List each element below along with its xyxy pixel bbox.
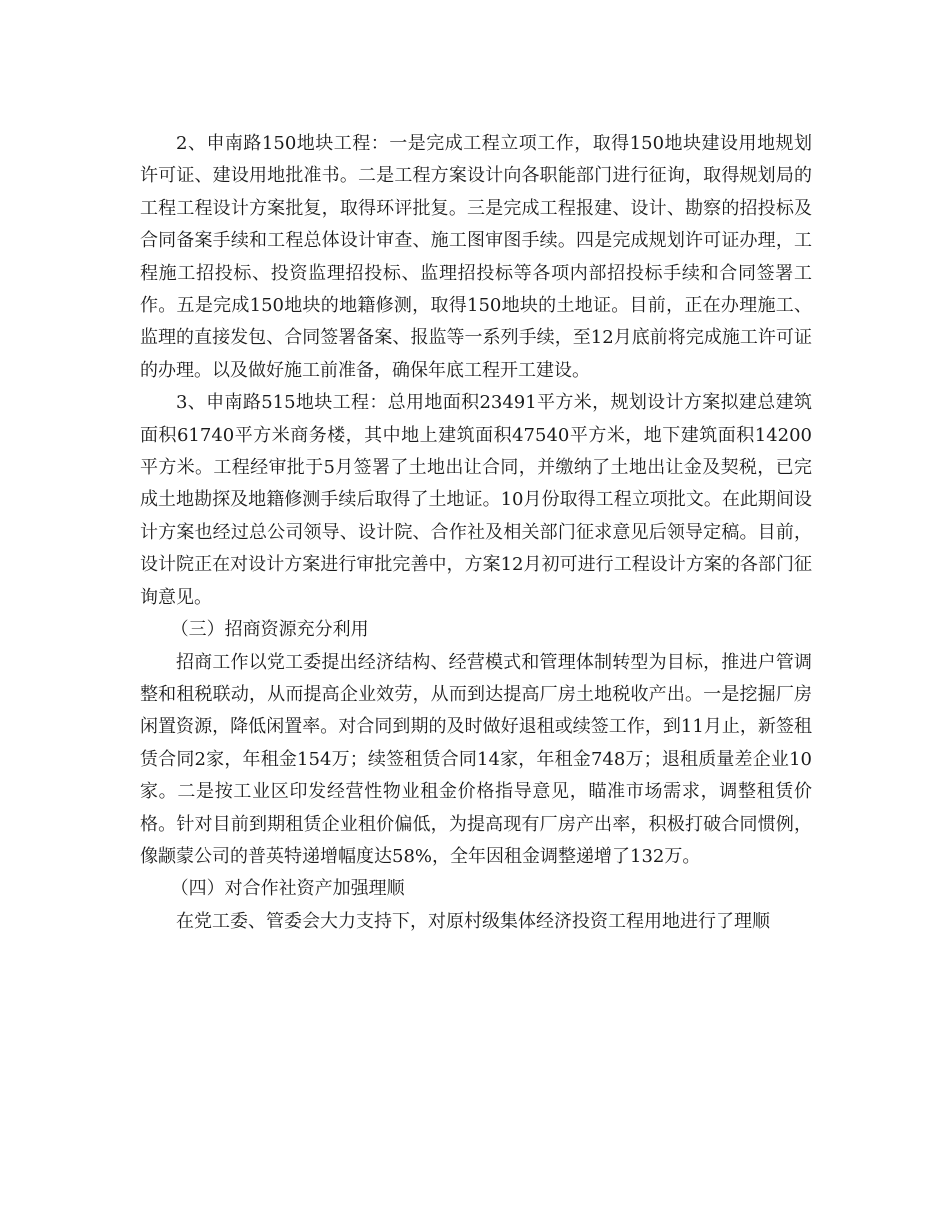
paragraph-shennan-150: 2、申南路150地块工程：一是完成工程立项工作，取得150地块建设用地规划许可证、建设用地批准书。二是工程方案设计向各职能部门进行征询，取得规划局的工程工程设计方案批复，取得环评批复。三是完成工程报建、设计、勘察的招投标及合同备案手续和工程总体设计审查、施工图审图手续。四是完成规划许可证办理，工程施工招投标、投资监理招投标、监理招投标等各项内部招投标手续和合同签署工作。五是完成150地块的地籍修测，取得150地块的土地证。目前，正在办理施工、监理的直接发包、合同签署备案、报监等一系列手续，至12月底前将完成施工许可证的办理。以及做好施工前准备，确保年底工程开工建设。 (140, 133, 812, 381)
paragraph-shennan-515: 3、申南路515地块工程：总用地面积23491平方米，规划设计方案拟建总建筑面积61740平方米商务楼，其中地上建筑面积47540平方米，地下建筑面积14200平方米。工程经审批于5月签署了土地出让合同，并缴纳了土地出让金及契税，已完成土地勘探及地籍修测手续后取得了土地证。10月份取得工程立项批文。在此期间设计方案也经过总公司领导、设计院、合作社及相关部门征求意见后领导定稿。目前，设计院正在对设计方案进行审批完善中，方案12月初可进行工程设计方案的各部门征询意见。 (140, 392, 812, 608)
paragraph-cooperative: 在党工委、管委会大力支持下，对原村级集体经济投资工程用地进行了理顺 (176, 910, 770, 932)
section-heading-cooperative: （四）对合作社资产加强理顺 (170, 878, 405, 900)
paragraph-investment: 招商工作以党工委提出经济结构、经营模式和管理体制转型为目标，推进户管调整和租税联动，从而提高企业效劳，从而到达提高厂房土地税收产出。一是挖掘厂房闲置资源，降低闲置率。对合同到期的及时做好退租或续签工作，到11月止，新签租赁合同2家，年租金154万；续签租赁合同14家，年租金748万；退租质量差企业10家。二是按工业区印发经营性物业租金价格指导意见，瞄准市场需求，调整租赁价格。针对目前到期租赁企业租价偏低，为提高现有厂房产出率，积极打破合同惯例，像颛蒙公司的普英特递增幅度达58%，全年因租金调整递增了132万。 (140, 651, 812, 867)
section-heading-investment: （三）招商资源充分利用 (170, 619, 369, 641)
document-body (140, 128, 812, 938)
